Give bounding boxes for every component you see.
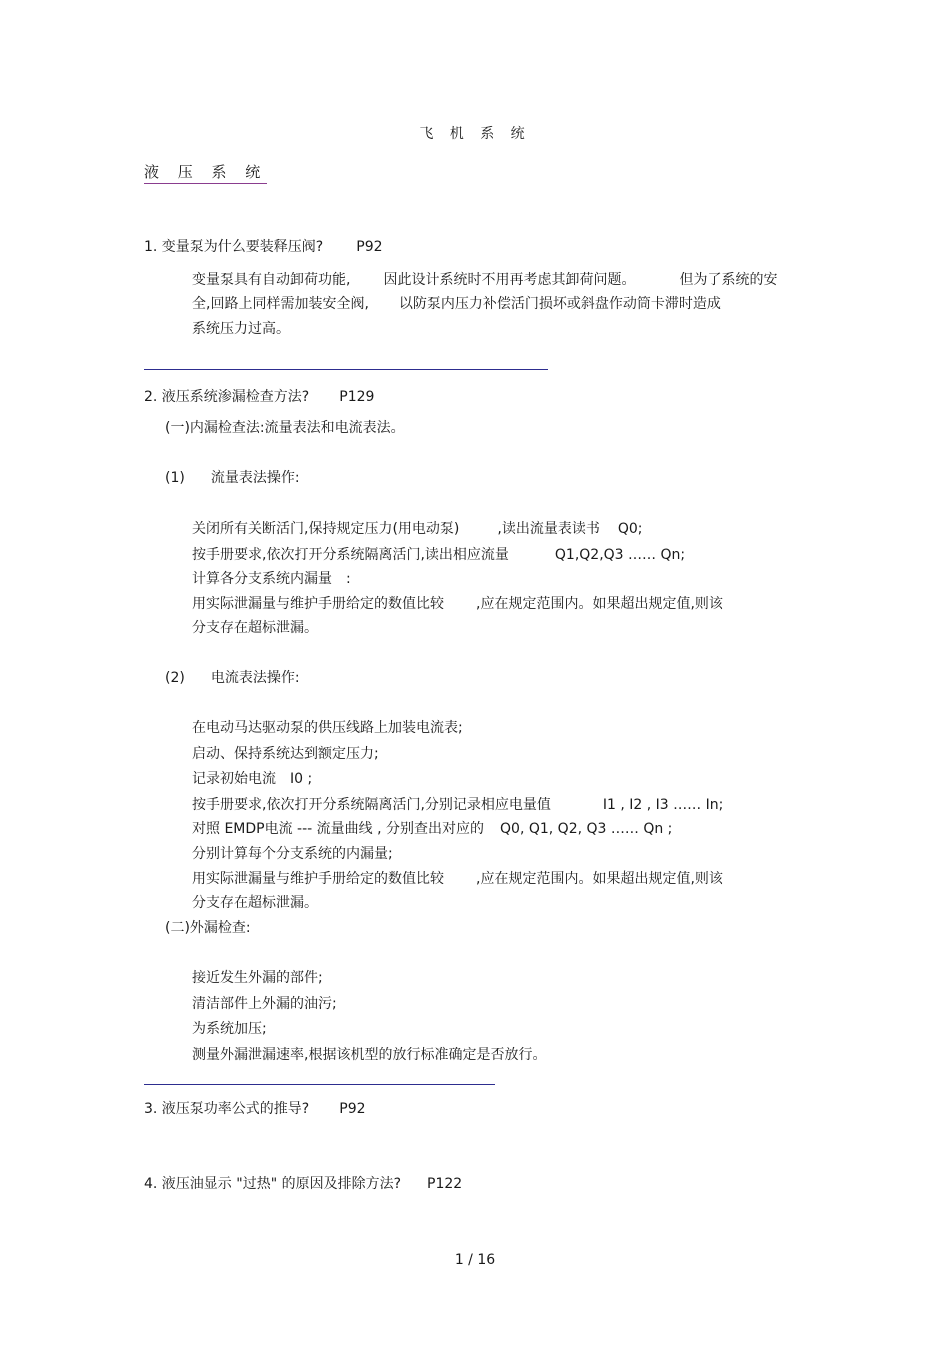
q2-part-2-heading: (二)外漏检查: [165,920,251,936]
step-text: 按手册要求,依次打开分系统隔离活门,分别记录相应电量值 [192,797,551,813]
step-text: 关闭所有关断活门,保持规定压力(用电动泵) [192,521,460,537]
step-text: 用实际泄漏量与维护手册给定的数值比较 [192,871,444,887]
sub-label: 电流表法操作: [210,670,300,686]
step-text: Q0, Q1, Q2, Q3 …… Qn ; [500,821,673,837]
question-1-title: 1. 变量泵为什么要装释压阀? [144,239,324,255]
step-text: : [346,571,351,587]
separator-line [144,369,548,370]
step-text: Q0; [617,521,643,537]
current-step-4 [192,796,723,814]
current-step-3 [192,770,312,788]
external-step-2: 清洁部件上外漏的油污; [192,996,337,1012]
q1-text: 以防泵内压力补偿活门损坏或斜盘作动筒卡滞时造成 [398,296,721,312]
q1-text: 全,回路上同样需加装安全阀, [192,296,369,312]
step-text: ,应在规定范围内。如果超出规定值,则该 [476,871,723,887]
step-text: ,应在规定范围内。如果超出规定值,则该 [476,596,723,612]
step-text: I1 , I2 , I3 …… In; [602,797,724,813]
step-text: 用实际泄漏量与维护手册给定的数值比较 [192,596,444,612]
question-4 [144,1175,462,1193]
page-number: 1 / 16 [454,1252,496,1268]
step-text: Q1,Q2,Q3 …… Qn; [554,547,686,563]
flow-step-2 [192,546,685,564]
current-step-2: 启动、保持系统达到额定压力; [192,746,379,762]
external-step-3: 为系统加压; [192,1021,267,1037]
document-title: 飞 机 系 统 [419,126,531,142]
question-3-title: 3. 液压泵功率公式的推导? [144,1101,310,1117]
current-step-7-cont: 分支存在超标泄漏。 [192,895,318,911]
question-3-ref: P92 [339,1101,366,1117]
sub-number: (1) [165,470,185,486]
step-text: 计算各分支系统内漏量 [192,571,332,587]
question-2 [144,388,374,406]
external-step-1: 接近发生外漏的部件; [192,970,323,986]
q1-text: 因此设计系统时不用再考虑其卸荷问题。 [383,272,636,288]
question-2-title: 2. 液压系统渗漏检查方法? [144,389,310,405]
flow-step-1 [192,520,642,538]
q2-sub-2-heading [165,669,300,687]
external-step-4: 测量外漏泄漏速率,根据该机型的放行标准确定是否放行。 [192,1047,547,1063]
flow-step-3 [192,570,351,588]
question-3 [144,1100,366,1118]
question-1-ref: P92 [356,239,383,255]
sub-label: 流量表法操作: [210,470,300,486]
current-step-7 [192,870,723,888]
q2-part-1-heading: (一)内漏检查法:流量表法和电流表法。 [165,420,405,436]
question-4-title: 4. 液压油显示 "过热" 的原因及排除方法? [144,1176,402,1192]
q1-text: 变量泵具有自动卸荷功能, [192,272,351,288]
sub-number: (2) [165,670,185,686]
current-step-6: 分别计算每个分支系统的内漏量; [192,846,393,862]
q2-sub-1-heading [165,469,300,487]
section-title: 液 压 系 统 [144,163,267,184]
step-text: ,读出流量表读书 [497,521,600,537]
current-step-1: 在电动马达驱动泵的供压线路上加装电流表; [192,720,463,736]
question-4-ref: P122 [427,1176,463,1192]
current-step-5 [192,820,672,838]
step-text: 记录初始电流 [192,771,276,787]
q1-answer-line-1 [192,271,777,289]
question-1 [144,238,383,256]
step-text: 对照 EMDP电流 --- 流量曲线 , 分别查出对应的 [192,821,485,837]
step-text: I0 ; [290,771,313,787]
flow-step-4 [192,595,723,613]
q1-text: 但为了系统的安 [679,272,778,288]
step-text: 按手册要求,依次打开分系统隔离活门,读出相应流量 [192,547,509,563]
q1-answer-line-2 [192,295,721,313]
separator-line [144,1084,495,1085]
flow-step-4-cont: 分支存在超标泄漏。 [192,620,318,636]
q1-answer-line-3: 系统压力过高。 [192,321,290,337]
question-2-ref: P129 [339,389,375,405]
